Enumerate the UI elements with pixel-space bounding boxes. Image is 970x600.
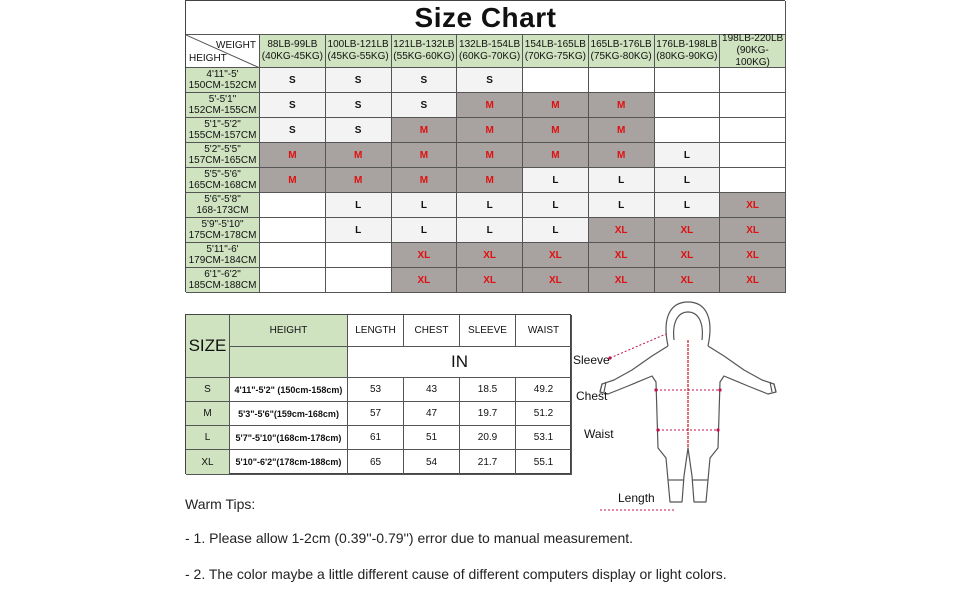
row-chest: 47: [404, 402, 460, 426]
size-cell: [655, 68, 721, 93]
size-cell: [326, 268, 392, 293]
height-ft: 5'1"-5'2": [204, 119, 241, 130]
size-cell: L: [523, 168, 589, 193]
header-height: HEIGHT: [230, 315, 348, 347]
size-cell: S: [326, 93, 392, 118]
size-header: SIZE: [186, 315, 230, 378]
size-cell: S: [326, 68, 392, 93]
height-ft: 6'1"-6'2": [204, 269, 241, 280]
header-waist: WAIST: [516, 315, 572, 347]
row-size: M: [186, 402, 230, 426]
weight-kg: (40KG-45KG): [261, 51, 323, 62]
size-cell: [655, 93, 721, 118]
size-cell: [720, 93, 786, 118]
row-length: 53: [348, 378, 404, 402]
size-cell: [260, 218, 326, 243]
weight-header-1: [326, 35, 392, 68]
row-height: 5'3"-5'6"(159cm-168cm): [230, 402, 348, 426]
tip-1: - 1. Please allow 1-2cm (0.39''-0.79'') error due to manual measurement.: [185, 530, 634, 546]
size-cell: XL: [655, 218, 721, 243]
tip-2: - 2. The color maybe a little different cause of different computers display or light colors.: [185, 566, 727, 582]
weight-kg: (90KG-100KG): [735, 45, 770, 68]
height-ft: 5'2"-5'5": [204, 144, 241, 155]
size-cell: L: [523, 193, 589, 218]
size-cell: M: [589, 143, 655, 168]
size-cell: M: [523, 93, 589, 118]
size-cell: L: [589, 193, 655, 218]
size-cell: L: [392, 193, 458, 218]
size-cell: [326, 243, 392, 268]
size-cell: S: [260, 118, 326, 143]
weight-header-3: [457, 35, 523, 68]
size-cell: XL: [392, 243, 458, 268]
row-length: 61: [348, 426, 404, 450]
size-cell: S: [392, 68, 458, 93]
weight-kg: (55KG-60KG): [393, 51, 455, 62]
size-cell: [260, 268, 326, 293]
height-ft: 5'6"-5'8": [204, 194, 241, 205]
height-cm: 150CM-152CM: [188, 80, 257, 91]
header-chest: CHEST: [404, 315, 460, 347]
weight-lb: 100LB-121LB: [327, 39, 389, 50]
measurement-table: [185, 314, 571, 474]
size-cell: M: [457, 118, 523, 143]
size-cell: L: [326, 218, 392, 243]
size-cell: M: [260, 168, 326, 193]
height-ft: 5'11"-6': [206, 244, 239, 255]
size-cell: M: [392, 118, 458, 143]
size-cell: M: [392, 143, 458, 168]
size-cell: M: [457, 93, 523, 118]
tips-heading: Warm Tips:: [185, 496, 256, 512]
weight-header-7: [720, 35, 786, 68]
size-cell: XL: [589, 218, 655, 243]
size-chart-title: Size Chart: [414, 1, 557, 33]
row-waist: 53.1: [516, 426, 572, 450]
size-cell: [655, 118, 721, 143]
row-waist: 51.2: [516, 402, 572, 426]
size-cell: XL: [589, 243, 655, 268]
height-cm: 175CM-178CM: [188, 230, 257, 241]
size-cell: [260, 243, 326, 268]
length-label: Length: [618, 491, 655, 505]
size-cell: L: [523, 218, 589, 243]
height-ft: 4'11"-5': [206, 69, 239, 80]
height-header-8: [186, 268, 260, 293]
height-header-2: [186, 118, 260, 143]
height-header-6: [186, 218, 260, 243]
size-cell: M: [457, 143, 523, 168]
row-height: 4'11"-5'2" (150cm-158cm): [230, 378, 348, 402]
row-chest: 43: [404, 378, 460, 402]
size-cell: M: [523, 118, 589, 143]
size-cell: XL: [523, 268, 589, 293]
size-cell: S: [392, 93, 458, 118]
height-header-3: [186, 143, 260, 168]
row-sleeve: 20.9: [460, 426, 516, 450]
jumpsuit-outline-icon: [570, 298, 800, 516]
header-length: LENGTH: [348, 315, 404, 347]
size-chart-title-cell: [186, 1, 786, 35]
row-size: XL: [186, 450, 230, 475]
size-cell: XL: [523, 243, 589, 268]
weight-lb: 154LB-165LB: [524, 39, 586, 50]
size-cell: XL: [457, 243, 523, 268]
height-ft: 5'-5'1": [208, 94, 237, 105]
size-cell: M: [457, 168, 523, 193]
height-cm: 157CM-165CM: [188, 155, 257, 166]
size-cell: S: [260, 68, 326, 93]
weight-lb: 165LB-176LB: [590, 39, 652, 50]
size-cell: XL: [589, 268, 655, 293]
weight-lb: 121LB-132LB: [393, 39, 455, 50]
weight-header-5: [589, 35, 655, 68]
weight-lb: 198LB-220LB: [722, 33, 784, 44]
waist-label: Waist: [584, 427, 614, 441]
size-cell: [720, 118, 786, 143]
height-cm: 165CM-168CM: [188, 180, 257, 191]
size-cell: L: [589, 168, 655, 193]
corner-cell: [186, 35, 260, 68]
size-chart-grid: [185, 0, 785, 292]
row-chest: 54: [404, 450, 460, 475]
size-cell: S: [326, 118, 392, 143]
weight-kg: (60KG-70KG): [459, 51, 521, 62]
row-length: 65: [348, 450, 404, 475]
row-height: 5'10"-6'2"(178cm-188cm): [230, 450, 348, 475]
height-header-4: [186, 168, 260, 193]
weight-kg: (75KG-80KG): [590, 51, 652, 62]
size-cell: XL: [720, 218, 786, 243]
weight-lb: 132LB-154LB: [459, 39, 521, 50]
size-cell: L: [457, 218, 523, 243]
size-cell: S: [457, 68, 523, 93]
row-size: L: [186, 426, 230, 450]
height-subheader-blank: [230, 347, 348, 378]
size-cell: L: [655, 193, 721, 218]
weight-header-6: [655, 35, 721, 68]
size-cell: L: [655, 168, 721, 193]
weight-header-0: [260, 35, 326, 68]
size-cell: XL: [457, 268, 523, 293]
size-cell: M: [326, 143, 392, 168]
size-cell: [720, 68, 786, 93]
jumpsuit-diagram: [570, 298, 800, 516]
chest-label: Chest: [576, 389, 608, 403]
size-cell: M: [589, 118, 655, 143]
weight-header-4: [523, 35, 589, 68]
height-header-1: [186, 93, 260, 118]
height-ft: 5'5"-5'6": [204, 169, 241, 180]
weight-header-2: [392, 35, 458, 68]
size-cell: [720, 143, 786, 168]
height-header-0: [186, 68, 260, 93]
weight-kg: (80KG-90KG): [656, 51, 718, 62]
header-sleeve: SLEEVE: [460, 315, 516, 347]
row-length: 57: [348, 402, 404, 426]
height-cm: 168-173CM: [196, 205, 249, 216]
row-chest: 51: [404, 426, 460, 450]
size-cell: M: [523, 143, 589, 168]
row-sleeve: 18.5: [460, 378, 516, 402]
weight-lb: 88LB-99LB: [267, 39, 318, 50]
height-cm: 152CM-155CM: [188, 105, 257, 116]
weight-axis-label: WEIGHT: [216, 40, 256, 51]
size-cell: XL: [720, 243, 786, 268]
size-cell: L: [655, 143, 721, 168]
weight-lb: 176LB-198LB: [656, 39, 718, 50]
height-cm: 185CM-188CM: [188, 280, 257, 291]
row-waist: 49.2: [516, 378, 572, 402]
size-cell: [720, 168, 786, 193]
row-sleeve: 19.7: [460, 402, 516, 426]
row-height: 5'7"-5'10"(168cm-178cm): [230, 426, 348, 450]
size-cell: L: [392, 218, 458, 243]
size-cell: L: [457, 193, 523, 218]
sleeve-label: Sleeve: [573, 353, 610, 367]
height-header-7: [186, 243, 260, 268]
row-waist: 55.1: [516, 450, 572, 475]
size-cell: XL: [720, 268, 786, 293]
size-cell: M: [589, 93, 655, 118]
height-header-5: [186, 193, 260, 218]
weight-kg: (70KG-75KG): [524, 51, 586, 62]
size-cell: M: [392, 168, 458, 193]
height-cm: 179CM-184CM: [188, 255, 257, 266]
height-cm: 155CM-157CM: [188, 130, 257, 141]
size-cell: XL: [392, 268, 458, 293]
size-cell: S: [260, 93, 326, 118]
height-axis-label: HEIGHT: [189, 53, 227, 64]
size-cell: XL: [655, 243, 721, 268]
row-size: S: [186, 378, 230, 402]
size-cell: [260, 193, 326, 218]
size-cell: M: [326, 168, 392, 193]
size-cell: L: [326, 193, 392, 218]
size-cell: [523, 68, 589, 93]
size-cell: XL: [720, 193, 786, 218]
size-cell: M: [260, 143, 326, 168]
row-sleeve: 21.7: [460, 450, 516, 475]
unit-label: IN: [348, 347, 572, 378]
size-cell: [589, 68, 655, 93]
size-cell: XL: [655, 268, 721, 293]
height-ft: 5'9"-5'10": [201, 219, 244, 230]
weight-kg: (45KG-55KG): [327, 51, 389, 62]
